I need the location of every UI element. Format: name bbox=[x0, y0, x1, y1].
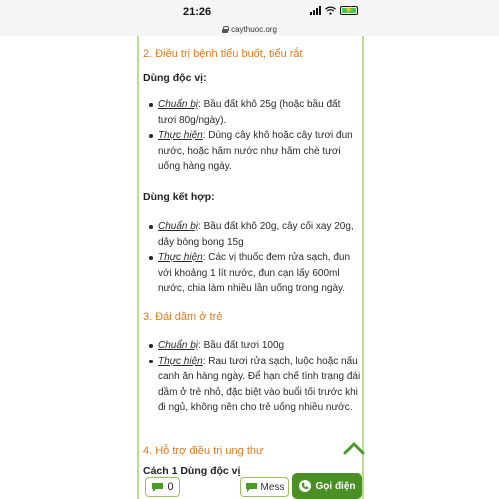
list-item: Chuẩn bị: Bầu đất khô 20g, cây cối xay 20g, dây bòng bong 15g bbox=[149, 219, 361, 250]
left-border bbox=[137, 36, 139, 499]
phone-icon bbox=[299, 480, 311, 492]
wifi-icon bbox=[325, 6, 336, 15]
subheading-single-herb: Dùng độc vị: bbox=[143, 72, 207, 84]
combined-list bbox=[149, 219, 361, 297]
article-content bbox=[137, 36, 364, 499]
status-time: 21:26 bbox=[183, 6, 212, 18]
bedwetting-list bbox=[149, 338, 361, 416]
right-border bbox=[362, 36, 364, 499]
list-item: Thực hiện: Rau tươi rửa sạch, luộc hoặc nấu canh ăn hàng ngày. Để hạn chế tình trạng đái dầm ở trẻ nhỏ, đặc biệt vào buổi tối trước khi đi ngủ, không nên cho trẻ uống nhiều nước. bbox=[149, 354, 361, 416]
messenger-label: Mess bbox=[260, 481, 285, 493]
chat-icon bbox=[245, 482, 258, 493]
battery-icon: ⚡ bbox=[340, 6, 358, 15]
single-herb-list bbox=[149, 97, 361, 175]
scroll-top-chevron-icon[interactable] bbox=[343, 441, 365, 455]
call-label: Gọi điện bbox=[315, 480, 356, 492]
call-button[interactable] bbox=[292, 473, 362, 499]
list-item: Thực hiện: Dùng cây khô hoặc cây tươi đun nước, hoặc hãm nước như hãm chè tươi uống hàng ngày. bbox=[149, 128, 361, 175]
subheading-combined: Dùng kết hợp: bbox=[143, 191, 215, 203]
lock-icon bbox=[222, 26, 228, 33]
comment-count: 0 bbox=[167, 481, 174, 493]
comment-button[interactable] bbox=[145, 477, 180, 497]
signal-icon bbox=[310, 6, 321, 15]
comment-icon bbox=[151, 482, 164, 493]
section-heading-tieu-buot: 2. Điều trị bệnh tiểu buốt, tiểu rắt bbox=[143, 48, 303, 60]
url-text: caythuoc.org bbox=[231, 24, 277, 34]
section-heading-dai-dam: 3. Đái dầm ở trẻ bbox=[143, 311, 223, 323]
subheading-cach-1: Cách 1 Dùng độc vị bbox=[143, 465, 241, 477]
section-heading-ung-thu: 4. Hỗ trợ điều trị ung thư bbox=[143, 445, 264, 457]
messenger-button[interactable] bbox=[240, 477, 289, 497]
list-item: Thực hiện: Các vị thuốc đem rửa sạch, đun với khoảng 1 lít nước, đun cạn lấy 600ml nước, chia làm nhiều lần uống trong ngày. bbox=[149, 250, 361, 297]
list-item: Chuẩn bị: Bầu đất tươi 100g bbox=[149, 338, 361, 354]
url-bar[interactable] bbox=[0, 22, 499, 36]
list-item: Chuẩn bị: Bầu đất khô 25g (hoặc bầu đất tươi 80g/ngày). bbox=[149, 97, 361, 128]
status-bar bbox=[0, 0, 499, 22]
status-icons bbox=[310, 6, 358, 15]
